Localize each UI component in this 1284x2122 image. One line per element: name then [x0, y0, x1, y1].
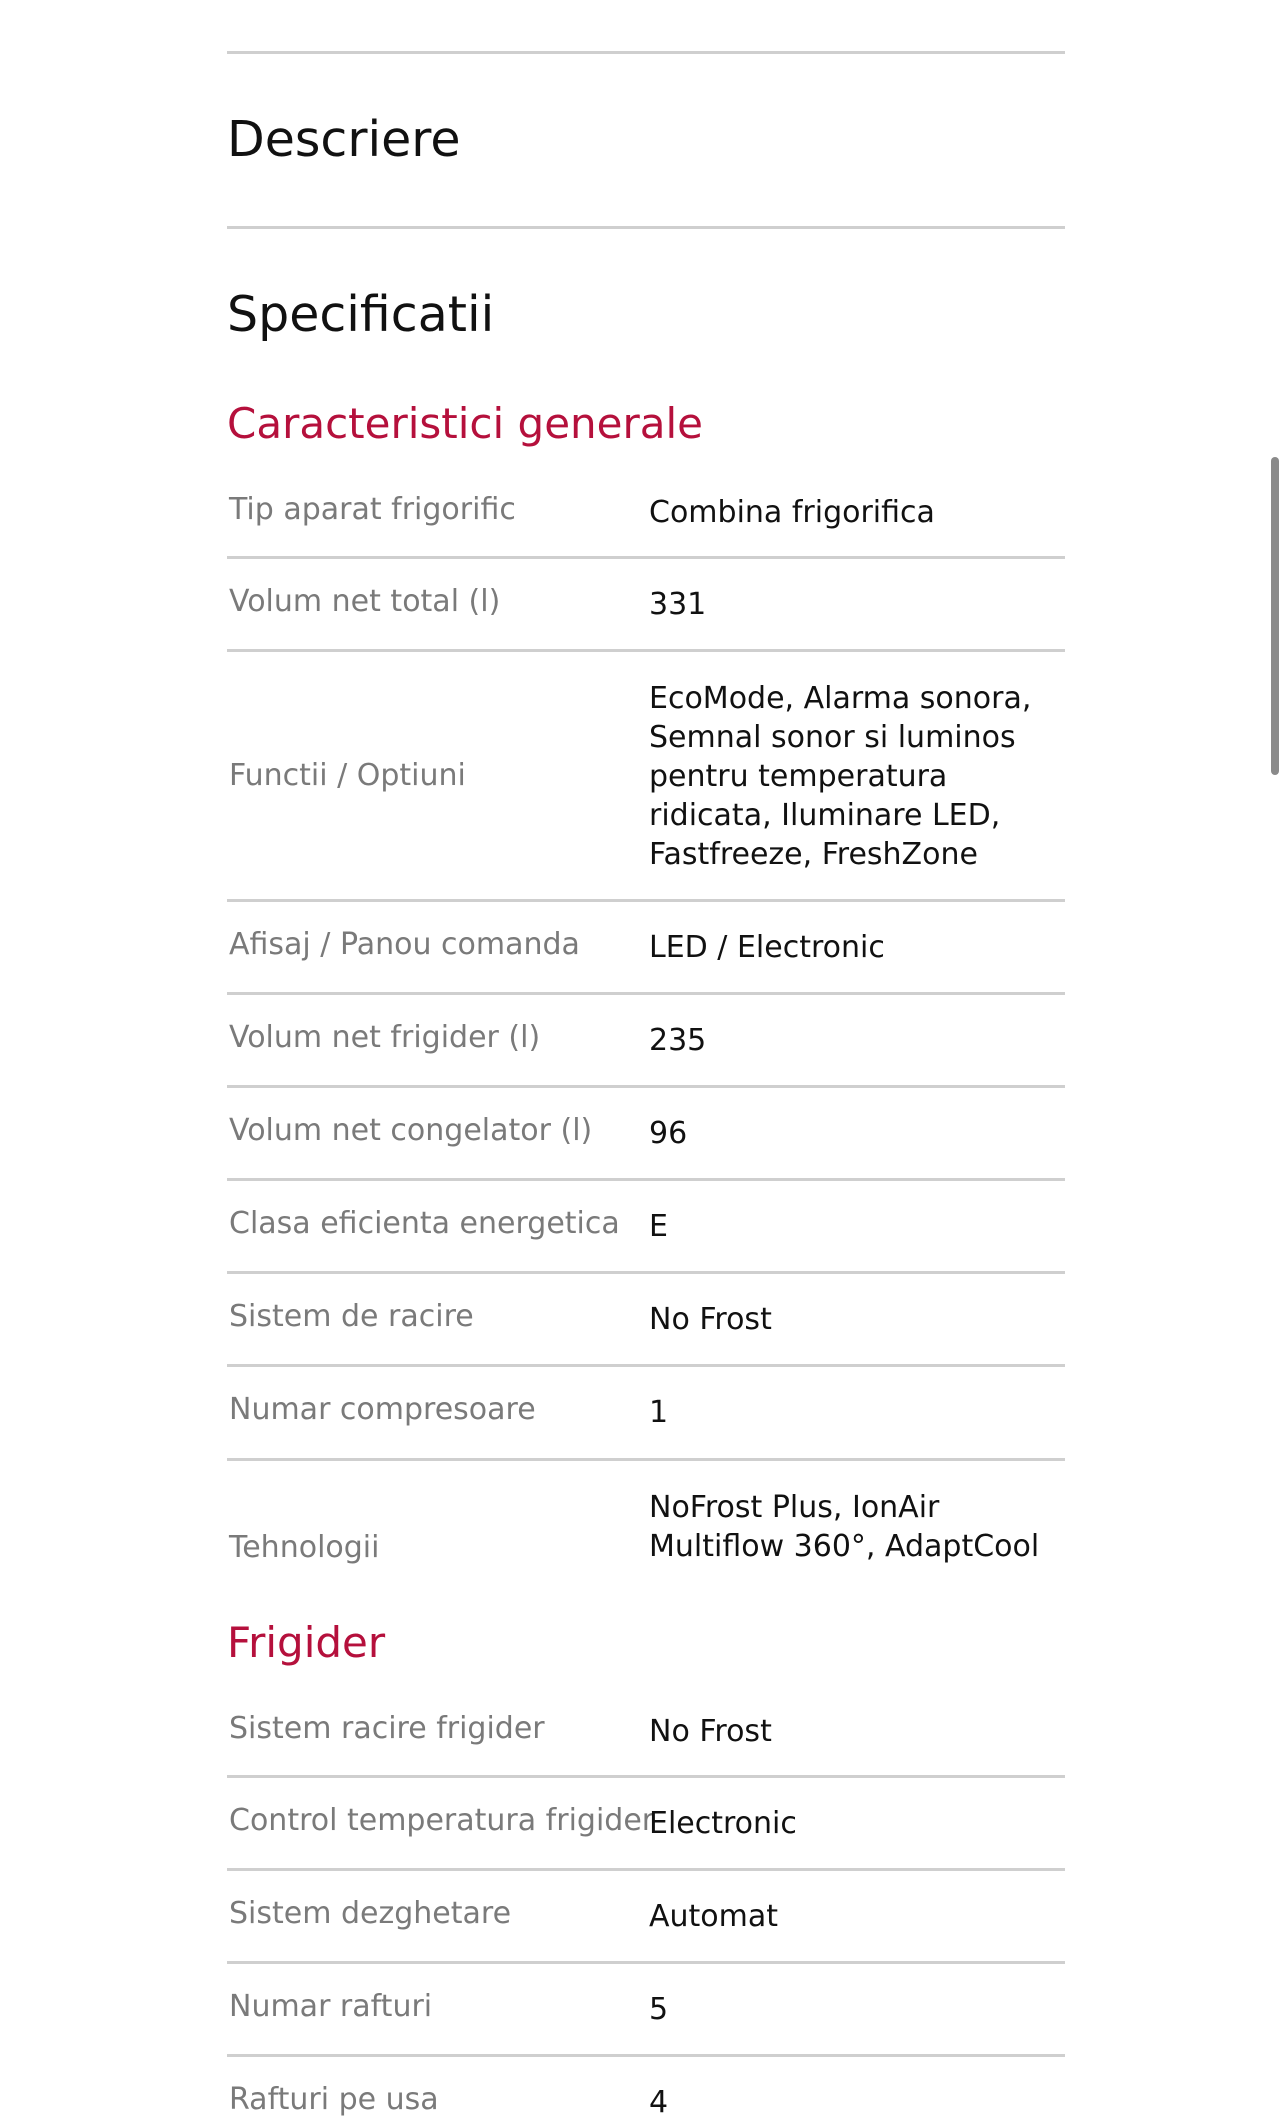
spec-value: Automat: [649, 1899, 779, 1934]
spec-label: Numar compresoare: [229, 1392, 536, 1427]
spec-row-fridge-cooling: [227, 1694, 1065, 1778]
spec-row-total-volume: [227, 559, 1065, 652]
spec-label: Rafturi pe usa: [229, 2082, 439, 2117]
description-heading[interactable]: Descriere: [227, 111, 461, 168]
spec-value: 5: [649, 1992, 669, 2027]
spec-value: Electronic: [649, 1806, 797, 1841]
spec-label: Afisaj / Panou comanda: [229, 927, 580, 962]
spec-value: No Frost: [649, 1714, 772, 1749]
spec-value: 96: [649, 1116, 688, 1151]
spec-label: Volum net congelator (l): [229, 1113, 593, 1148]
spec-label: Sistem dezghetare: [229, 1896, 512, 1931]
spec-label: Tip aparat frigorific: [229, 492, 516, 527]
spec-row-technologies: [227, 1461, 1065, 1589]
divider-top: [227, 51, 1065, 54]
spec-value: Combina frigorifica: [649, 495, 935, 530]
spec-row-display: [227, 902, 1065, 995]
spec-value: NoFrost Plus, IonAir Multiflow 360°, AdaptCool: [649, 1490, 1040, 1564]
spec-row-appliance-type: [227, 475, 1065, 559]
spec-value: 235: [649, 1023, 707, 1058]
spec-value: E: [649, 1209, 668, 1244]
spec-value: 4: [649, 2085, 669, 2120]
spec-value: 331: [649, 587, 707, 622]
spec-row-cooling-system: [227, 1274, 1065, 1367]
spec-label: Tehnologii: [229, 1530, 380, 1565]
spec-label: Control temperatura frigider: [229, 1803, 655, 1838]
spec-row-compressors: [227, 1367, 1065, 1461]
spec-row-defrost: [227, 1871, 1065, 1964]
spec-label: Volum net frigider (l): [229, 1020, 541, 1055]
spec-label: Sistem de racire: [229, 1299, 474, 1334]
spec-row-door-shelves: [227, 2057, 1065, 2122]
spec-label: Clasa eficienta energetica: [229, 1206, 620, 1241]
spec-value: EcoMode, Alarma sonora, Semnal sonor si luminos pentru temperatura ridicata, Iluminare LED, Fastfreeze, FreshZone: [649, 681, 1032, 872]
general-characteristics-heading: Caracteristici generale: [227, 399, 704, 448]
divider-description: [227, 226, 1065, 229]
spec-row-freezer-volume: [227, 1088, 1065, 1181]
scrollbar-thumb[interactable]: [1271, 457, 1279, 775]
spec-label: Functii / Optiuni: [229, 758, 466, 793]
spec-row-fridge-temp-control: [227, 1778, 1065, 1871]
spec-label: Volum net total (l): [229, 584, 501, 619]
spec-value: 1: [649, 1395, 669, 1430]
spec-value: No Frost: [649, 1302, 772, 1337]
fridge-heading: Frigider: [227, 1618, 386, 1667]
specifications-heading[interactable]: Specificatii: [227, 286, 495, 343]
spec-row-functions: [227, 652, 1065, 902]
spec-row-fridge-volume: [227, 995, 1065, 1088]
spec-row-energy-class: [227, 1181, 1065, 1274]
spec-value: LED / Electronic: [649, 930, 885, 965]
spec-label: Sistem racire frigider: [229, 1711, 545, 1746]
spec-label: Numar rafturi: [229, 1989, 433, 2024]
spec-row-shelves: [227, 1964, 1065, 2057]
